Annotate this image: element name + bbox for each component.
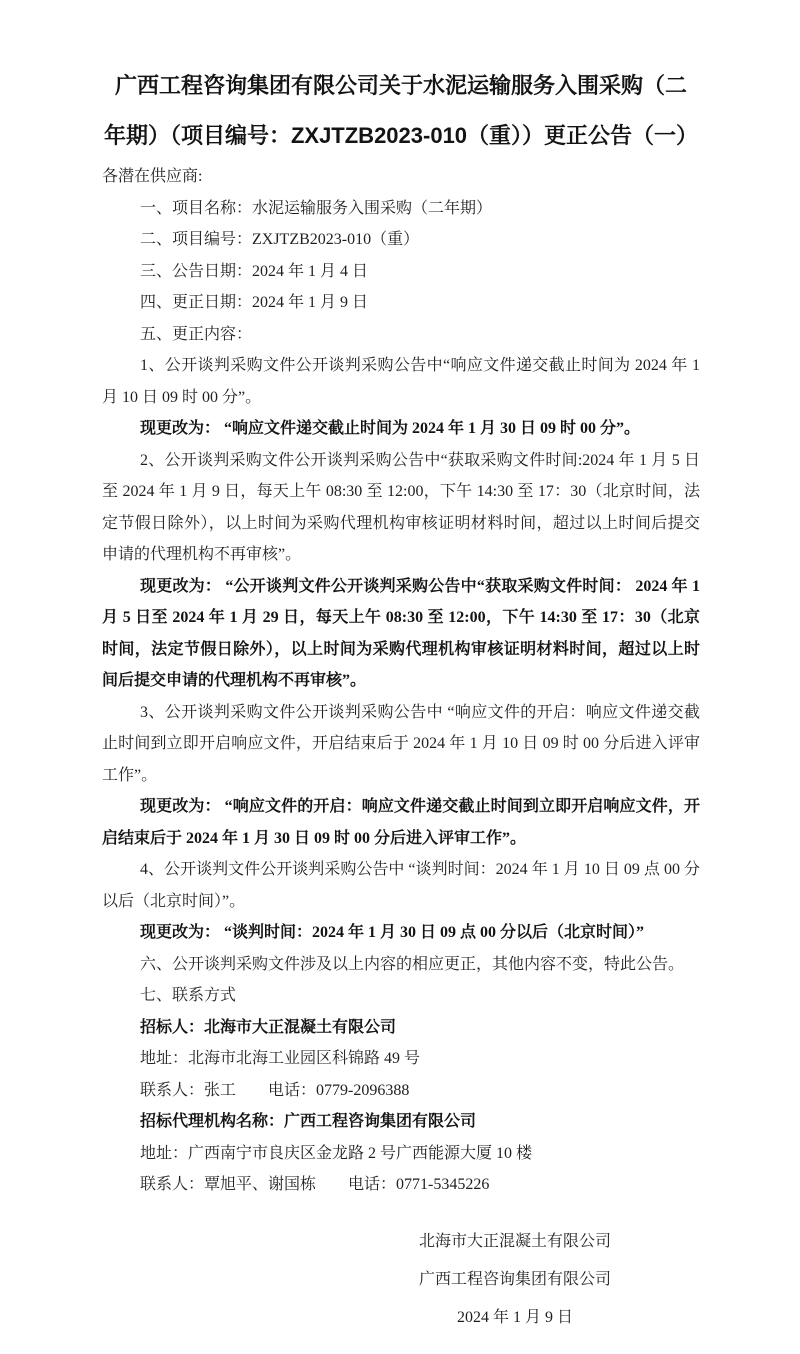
paragraph: 二、项目编号：ZXJTZB2023-010（重）: [140, 231, 420, 248]
signature-block: [102, 1223, 700, 1337]
project-code: ZXJTZB2023-010: [290, 123, 468, 148]
paragraph: 三、公告日期：2024 年 1 月 4 日: [140, 262, 369, 280]
salutation: 各潜在供应商:: [102, 168, 203, 185]
signature-date: 2024 年 1 月 9 日: [456, 1308, 573, 1326]
title-line-1: 广西工程咨询集团有限公司关于水泥运输服务入围采购（二: [114, 73, 687, 98]
paragraph: 2、公开谈判采购文件公开谈判采购公告中“获取采购文件时间:2024 年 1 月 5 日至 2024 年 1 月 9 日，每天上午 08:30 至 12:00，下午 14:30 至 17：30（北京时间，法定节假日除外），以上时间为采购代理机构审核证明材料时间，超过以上时间后提交申请的代理机构不再审核”。: [102, 451, 700, 563]
paragraph: 一、项目名称：水泥运输服务入围采购（二年期）: [140, 199, 493, 217]
paragraph: 四、更正日期：2024 年 1 月 9 日: [140, 294, 369, 311]
paragraph: 七、联系方式: [140, 987, 237, 1004]
paragraph: 招标代理机构名称：广西工程咨询集团有限公司: [140, 1113, 477, 1130]
signature-company-1: 北海市大正混凝土有限公司: [418, 1232, 611, 1250]
body-paragraphs: [102, 193, 700, 1201]
title-line-2-prefix: 年期）（项目编号：: [103, 123, 291, 148]
paragraph: 现更改为： “谈判时间：2024 年 1 月 30 日 09 点 00 分以后（北京时间）”: [140, 924, 645, 941]
paragraph: 联系人：覃旭平、谢国栋 电话：0771-5345226: [140, 1176, 490, 1193]
paragraph: 现更改为： “公开谈判文件公开谈判采购公告中“获取采购文件时间： 2024 年 1 月 5 日至 2024 年 1 月 29 日，每天上午 08:30 至 12:00，下午 14:30 至 17：30（北京时间，法定节假日除外），以上时间为采购代理机构审核证明材料时间，超过以上时间后提交申请的代理机构不再审核”。: [102, 577, 700, 689]
title-line-2-suffix: （重））更正公告（一）: [467, 123, 699, 148]
paragraph: 1、公开谈判采购文件公开谈判采购公告中“响应文件递交截止时间为 2024 年 1 月 10 日 09 时 00 分”。: [102, 357, 700, 406]
paragraph: 招标人：北海市大正混凝土有限公司: [140, 1018, 397, 1036]
paragraph: 3、公开谈判采购文件公开谈判采购公告中 “响应文件的开启：响应文件递交截止时间到立即开启响应文件，开启结束后于 2024 年 1 月 10 日 09 时 00 分后进入评审工作”。: [102, 703, 700, 784]
paragraph: 地址：广西南宁市良庆区金龙路 2 号广西能源大厦 10 楼: [140, 1144, 533, 1162]
title-line-2: [102, 111, 700, 161]
paragraph: 现更改为： “响应文件递交截止时间为 2024 年 1 月 30 日 09 时 00 分”。: [140, 420, 641, 437]
paragraph: 六、公开谈判采购文件涉及以上内容的相应更正，其他内容不变，特此公告。: [140, 955, 685, 973]
paragraph: 4、公开谈判文件公开谈判采购公告中 “谈判时间：2024 年 1 月 10 日 09 点 00 分以后（北京时间）”。: [102, 861, 700, 910]
paragraph: 五、更正内容：: [140, 325, 253, 343]
page-title: [102, 61, 700, 161]
paragraph: 联系人：张工 电话：0779-2096388: [140, 1081, 410, 1099]
paragraph: 地址：北海市北海工业园区科锦路 49 号: [140, 1050, 421, 1067]
signature-company-2: 广西工程咨询集团有限公司: [418, 1270, 611, 1288]
paragraph: 现更改为： “响应文件的开启：响应文件递交截止时间到立即开启响应文件，开启结束后于 2024 年 1 月 30 日 09 时 00 分后进入评审工作”。: [102, 798, 700, 847]
